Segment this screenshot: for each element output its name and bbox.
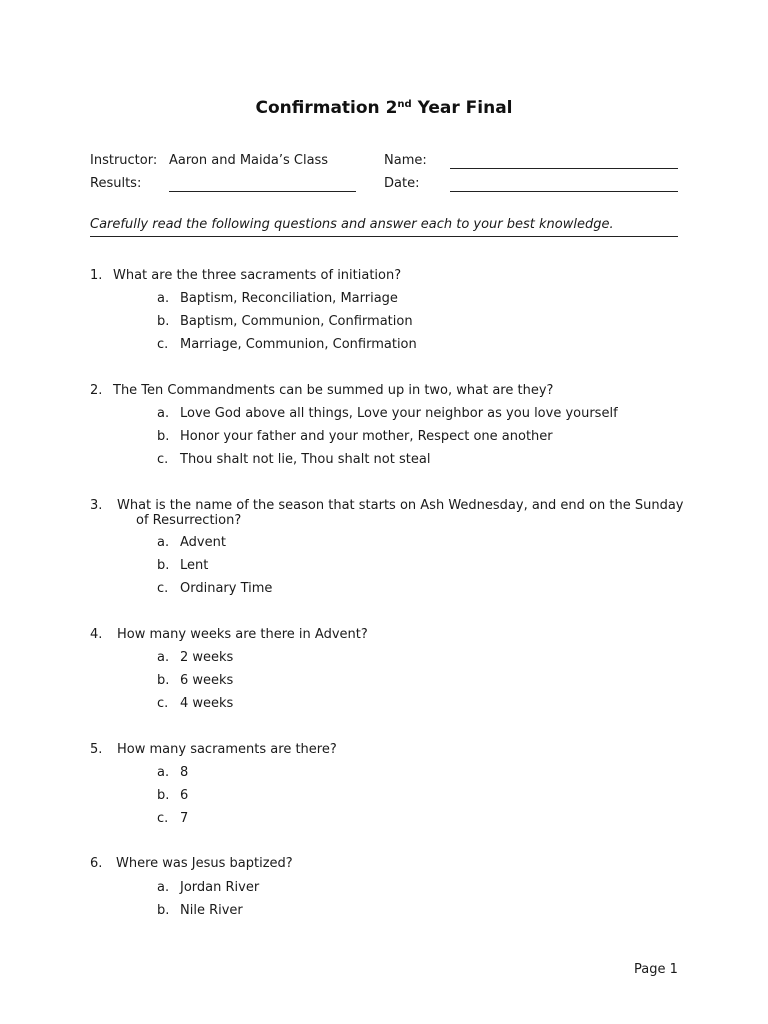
question-6: [90, 856, 680, 871]
option-letter: a.: [157, 650, 170, 665]
question-text: Where was Jesus baptized?: [116, 856, 293, 871]
question-5: [90, 742, 680, 757]
option-letter: c.: [157, 452, 169, 467]
page-title: [0, 98, 768, 118]
question-number: 4.: [90, 627, 103, 642]
option-text: Advent: [180, 535, 226, 550]
option-letter: c.: [157, 581, 169, 596]
option-letter: a.: [157, 291, 170, 306]
option-text: Lent: [180, 558, 209, 573]
question-text: How many weeks are there in Advent?: [117, 627, 368, 642]
option-letter: b.: [157, 673, 170, 688]
results-label: Results:: [90, 176, 142, 191]
question-number: 6.: [90, 856, 103, 871]
option-text: Nile River: [180, 903, 243, 918]
option-letter: a.: [157, 880, 170, 895]
option-text: 7: [180, 811, 189, 826]
question-number: 2.: [90, 383, 103, 398]
option-letter: c.: [157, 811, 169, 826]
question-1: [90, 268, 680, 283]
title-suffix: Year Final: [411, 98, 513, 118]
option-text: Honor your father and your mother, Respect one another: [180, 429, 553, 444]
option-text: 4 weeks: [180, 696, 234, 711]
question-number: 5.: [90, 742, 103, 757]
option-letter: b.: [157, 903, 170, 918]
question-text-line-1: What is the name of the season that starts on Ash Wednesday, and end on the Sunday: [117, 498, 684, 513]
option-text: 6 weeks: [180, 673, 234, 688]
option-letter: a.: [157, 765, 170, 780]
date-label: Date:: [384, 176, 420, 191]
option-text: 6: [180, 788, 189, 803]
option-letter: a.: [157, 535, 170, 550]
option-text: 2 weeks: [180, 650, 234, 665]
option-letter: c.: [157, 696, 169, 711]
results-field[interactable]: [169, 191, 356, 192]
question-text: What are the three sacraments of initiation?: [113, 268, 402, 283]
question-number: 3.: [90, 498, 103, 513]
instructor-value: Aaron and Maida’s Class: [169, 153, 329, 168]
option-text: Ordinary Time: [180, 581, 273, 596]
option-text: 8: [180, 765, 189, 780]
instructions-text: Carefully read the following questions and answer each to your best knowledge.: [90, 217, 614, 232]
option-letter: b.: [157, 558, 170, 573]
option-text: Marriage, Communion, Confirmation: [180, 337, 417, 352]
question-text: The Ten Commandments can be summed up in two, what are they?: [113, 383, 554, 398]
date-field[interactable]: [450, 191, 678, 192]
title-prefix: Confirmation 2: [255, 98, 398, 118]
question-4: [90, 627, 680, 642]
option-letter: a.: [157, 406, 170, 421]
option-text: Baptism, Communion, Confirmation: [180, 314, 413, 329]
option-text: Love God above all things, Love your neighbor as you love yourself: [180, 406, 618, 421]
name-field[interactable]: [450, 168, 678, 169]
page-number: Page 1: [634, 962, 678, 977]
title-superscript: nd: [397, 99, 412, 110]
option-letter: b.: [157, 429, 170, 444]
question-text: How many sacraments are there?: [117, 742, 337, 757]
option-text: Thou shalt not lie, Thou shalt not steal: [180, 452, 431, 467]
option-text: Jordan River: [180, 880, 260, 895]
name-label: Name:: [384, 153, 427, 168]
question-2: [90, 383, 680, 398]
instructor-label: Instructor:: [90, 153, 158, 168]
question-text-line-2: of Resurrection?: [136, 513, 242, 528]
option-letter: c.: [157, 337, 169, 352]
option-letter: b.: [157, 314, 170, 329]
instructions-divider: [90, 236, 678, 237]
option-text: Baptism, Reconciliation, Marriage: [180, 291, 398, 306]
option-letter: b.: [157, 788, 170, 803]
question-3: [90, 498, 684, 528]
question-number: 1.: [90, 268, 103, 283]
